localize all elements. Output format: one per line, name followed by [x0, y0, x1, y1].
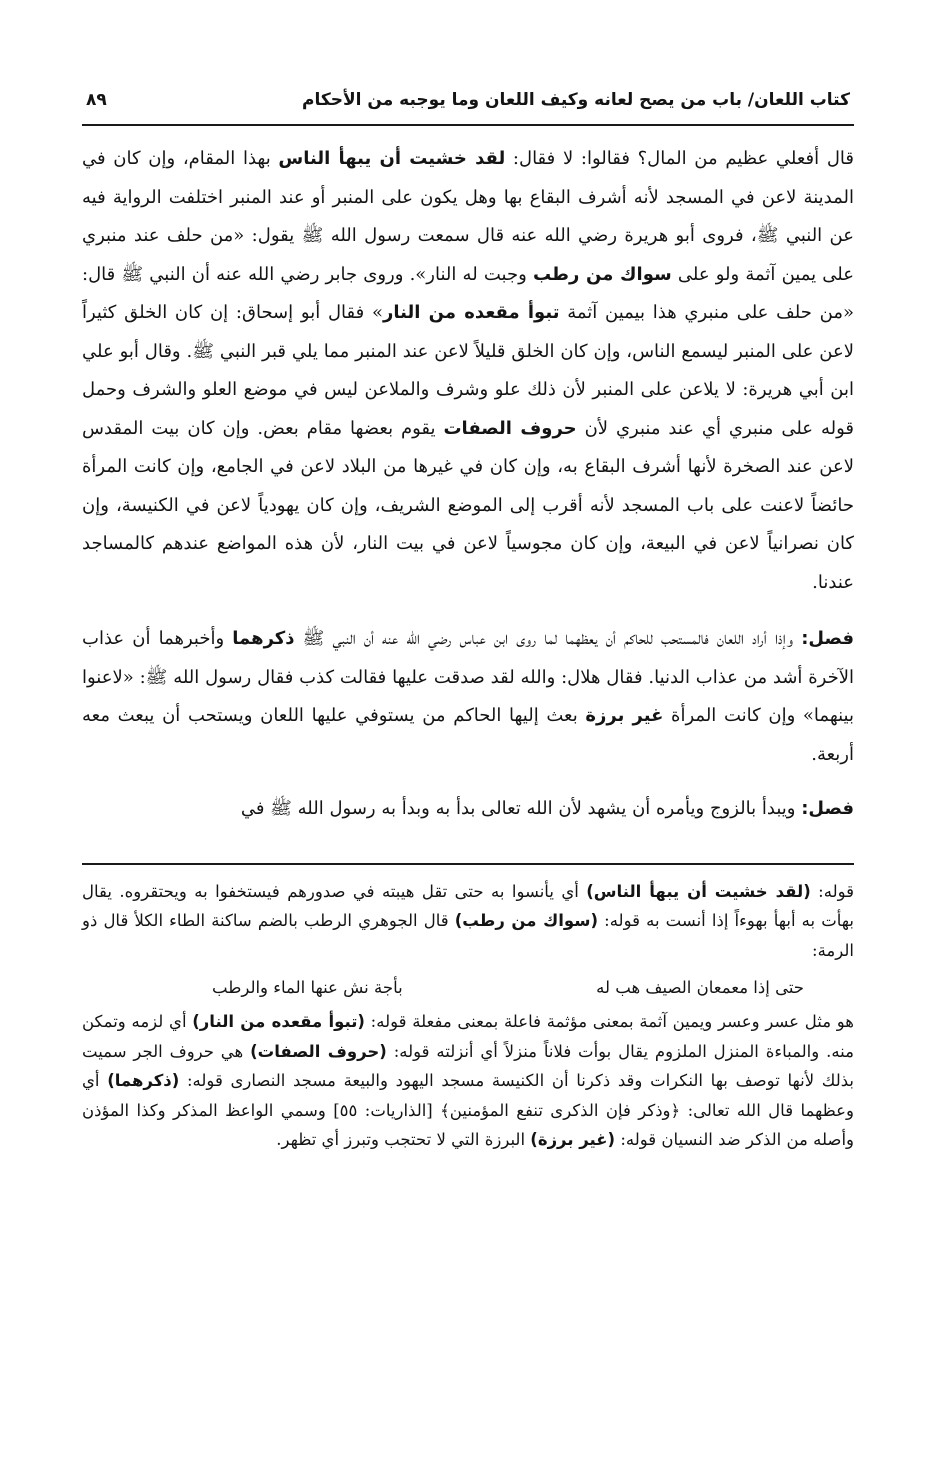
bold-term: لقد خشيت أن يبهأ الناس: [278, 148, 506, 169]
text-run: وإذا أراد اللعان فالمستحب للحاكم أن يعظهما لما روى ابن عباس رضي الله عنه أن النبي ﷺ: [294, 628, 802, 649]
text-run: هو مثل عسر وعسر ويمين آثمة بمعنى مؤثمة فاعلة بمعنى مفعلة قوله:: [364, 1012, 854, 1031]
bold-term: تبوأ مقعده من النار: [382, 302, 560, 323]
text-run: بهذا المقام، وإن كان في المدينة لاعن في المسجد لأنه أشرف البقاع بها وهل يكون على المنبر أو عند المنبر اختلفت الرواية فيه عن النبي ﷺ، فروى أبو هريرة رضي الله عنه قال سمعت رسول الله ﷺ يقول: «من حلف عند منبري على يمين آثمة ولو على: [82, 148, 854, 285]
footnote-divider: [82, 863, 854, 865]
bold-term: حروف الصفات: [443, 417, 577, 439]
page-number: ٨٩: [86, 90, 107, 110]
text-run: ويبدأ بالزوج ويأمره أن يشهد لأن الله تعالى بدأ به وبدأ به رسول الله ﷺ في: [240, 798, 802, 819]
paragraph-locations: [82, 140, 854, 602]
text-run: هي حروف الجر سميت بذلك لأنها توصف بها النكرات وقد ذكرنا أن الكنيسة مسجد اليهود والبيعة مسجد النصارى قوله:: [82, 1041, 854, 1090]
book-page: [82, 84, 854, 1155]
text-run: أي وعظهما قال الله تعالى: ﴿وذكر فإن الذكرى تنفع المؤمنين﴾ [الذاريات: ٥٥] وسمي الواعظ المذكر وكذا المؤذن وأصله من الذكر ضد النسيان قوله:: [82, 1071, 854, 1149]
bold-term: (غير برزة): [530, 1130, 616, 1149]
footnote-lexical-2: [82, 1007, 854, 1155]
text-run: أي يأنسوا به حتى تقل هيبته في صدورهم فيستخفوا به ويحتقروه. يقال بهأت به أبهأ بهوءاً إذا أنست به قوله:: [82, 881, 854, 930]
paragraph-section-husband-begins: [82, 790, 854, 829]
text-run: قال الجوهري الرطب بالضم ساكنة الطاء الكلأ قال ذو الرمة:: [82, 911, 854, 960]
text-run: بعث إليها الحاكم من يستوفي عليها اللعان ويستحب أن يبعث معه أربعة.: [82, 705, 854, 765]
poetry-verse: [82, 969, 854, 1007]
text-run: يقوم بعضها مقام بعض. وإن كان بيت المقدس لاعن عند الصخرة لأنها أشرف البقاع به، وإن كان في غيرها من البلاد لاعن في الجامع، وإن كانت المرأة حائضاً لاعنت على باب المسجد لأنه أقرب إلى الموضع الشريف، وإن كان يهودياً لاعن في الكنيسة، وإن كان نصرانياً لاعن في البيعة، وإن كان مجوسياً لاعن في بيت النار، لأن هذه المواضع عندهم كالمساجد عندنا.: [82, 417, 854, 593]
footnote-lexical-1: [82, 877, 854, 966]
text-run: أي لزمه وتمكن منه. والمباءة المنزل الملزوم يقال بوأت فلاناً منزلاً أي أنزلته قوله:: [82, 1012, 854, 1061]
text-run: وجبت له النار». وروى جابر رضي الله عنه أن النبي ﷺ قال: «من حلف على منبري هذا بيمين آثمة: [82, 263, 854, 323]
paragraph-section-admonition: [82, 620, 854, 774]
bold-term: (سواك من رطب): [454, 911, 599, 930]
bold-term: (حروف الصفات): [250, 1041, 387, 1061]
bold-term: (تبوأ مقعده من النار): [192, 1012, 365, 1031]
verse-second-hemistich: بأجة نش عنها الماء والرطب: [212, 978, 403, 997]
page-header: [82, 84, 854, 126]
bold-term: فصل:: [801, 798, 854, 819]
text-run: قوله:: [810, 881, 855, 901]
bold-term: (ذكرهما): [107, 1071, 180, 1090]
bold-term: (لقد خشيت أن يبهأ الناس): [586, 881, 811, 901]
bold-term: غير برزة: [585, 705, 664, 726]
bold-term: فصل:: [801, 628, 854, 649]
running-title: كتاب اللعان/ باب من يصح لعانه وكيف اللعان وما يوجبه من الأحكام: [302, 90, 850, 110]
bold-term: سواك من رطب: [532, 263, 672, 285]
bold-term: ذكرهما: [232, 628, 295, 649]
verse-first-hemistich: حتى إذا معمعان الصيف هب له: [596, 978, 804, 997]
footnotes: [82, 877, 854, 1155]
text-run: البرزة التي لا تحتجب وتبرز أي تظهر.: [276, 1130, 531, 1149]
text-run: قال أفعلي عظيم من المال؟ فقالوا: لا فقال:: [505, 148, 855, 169]
main-text: [82, 140, 854, 829]
text-run: وأخبرهما أن عذاب الآخرة أشد من عذاب الدنيا. فقال هلال: والله لقد صدقت عليها فقالت كذب فقال رسول الله ﷺ: «لاعنوا بينهما» وإن كانت المرأة: [82, 628, 854, 726]
text-run: » فقال أبو إسحاق: إن كان الخلق كثيراً لاعن على المنبر ليسمع الناس، وإن كان الخلق قليلاً لاعن عند المنبر مما يلي قبر النبي ﷺ. وقال أبو علي ابن أبي هريرة: لا يلاعن على المنبر لأن ذلك علو وشرف والملاعن ليس في موضع العلو والشرف وحمل قوله على منبري أي عند منبري لأن: [82, 302, 854, 439]
